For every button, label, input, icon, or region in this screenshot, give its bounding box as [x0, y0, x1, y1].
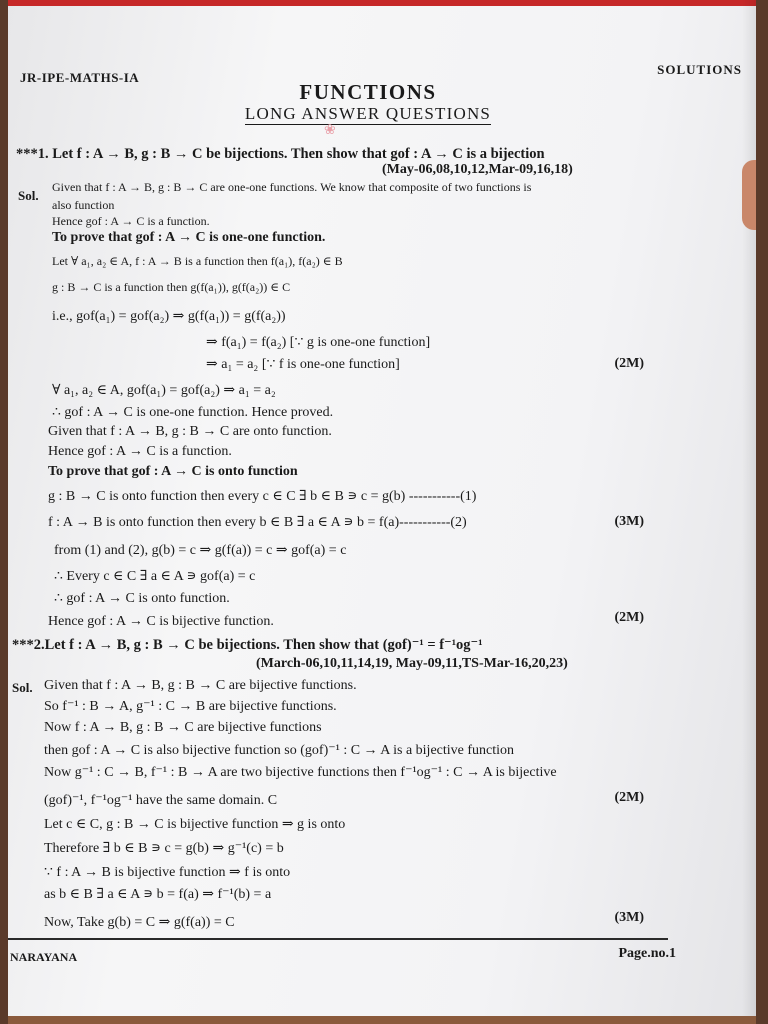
q1-line: Hence gof : A → C is a function.: [48, 444, 232, 459]
q2-line: Let c ∈ C, g : B → C is bijective function ⇒ g is onto: [44, 817, 346, 832]
q1-line: from (1) and (2), g(b) = c ⇒ g(f(a)) = c ⇒ gof(a) = c: [54, 543, 347, 558]
document-page: [8, 0, 756, 1024]
footer-left: NARAYANA: [10, 950, 78, 964]
q1-mark: (2M): [614, 610, 644, 625]
header-left: JR-IPE-MATHS-IA: [20, 70, 140, 85]
q1-line: Hence gof : A → C is a function.: [52, 214, 210, 228]
q1-line: To prove that gof : A → C is onto function: [48, 464, 298, 479]
q1-line: ∴ gof : A → C is one-one function. Hence proved.: [52, 405, 334, 420]
q1-line: f : A → B is onto function then every b ∈ B ∃ a ∈ A ∍ b = f(a)-----------(2): [48, 515, 467, 530]
q2-question: ***2.Let f : A → B, g : B → C be bijections. Then show that (gof)⁻¹ = f⁻¹og⁻¹: [12, 637, 483, 653]
q1-line: ∀ a₁, a₂ ∈ A, gof(a₁) = gof(a₂) ⇒ a₁ = a₂: [52, 383, 276, 398]
q1-question: ***1. Let f : A → B, g : B → C be bijections. Then show that gof : A → C is a bijection: [16, 146, 545, 162]
q1-line: ⇒ f(a₁) = f(a₂) [∵ g is one-one function]: [206, 335, 431, 350]
q1-line: Given that f : A → B, g : B → C are one-one functions. We know that composite of two functions is: [52, 180, 532, 194]
q2-sol-label: Sol.: [12, 680, 33, 695]
q1-line: Given that f : A → B, g : B → C are onto function.: [48, 424, 332, 439]
q1-line: g : B → C is a function then g(f(a₁)), g(f(a₂)) ∈ C: [52, 280, 291, 294]
q1-sol-label: Sol.: [18, 188, 39, 203]
page-subtitle: LONG ANSWER QUESTIONS: [244, 104, 492, 123]
page-edge-shadow: [742, 0, 756, 1024]
q1-line: To prove that gof : A → C is one-one function.: [52, 230, 326, 245]
q1-line: Let ∀ a₁, a₂ ∈ A, f : A → B is a function then f(a₁), f(a₂) ∈ B: [52, 254, 343, 268]
q2-line: Now, Take g(b) = C ⇒ g(f(a)) = C: [44, 915, 235, 930]
q2-mark: (2M): [614, 790, 644, 805]
q1-mark: (2M): [614, 356, 644, 371]
q1-line: also function: [52, 198, 115, 212]
q1-line: g : B → C is onto function then every c ∈ C ∃ b ∈ B ∍ c = g(b) -----------(1): [48, 489, 477, 504]
q2-line: Now g⁻¹ : C → B, f⁻¹ : B → A are two bijective functions then f⁻¹og⁻¹ : C → A is bijective: [44, 765, 557, 780]
bottom-edge: [8, 1016, 756, 1024]
q1-line: ⇒ a₁ = a₂ [∵ f is one-one function]: [206, 357, 400, 372]
q2-refs: (March-06,10,11,14,19, May-09,11,TS-Mar-16,20,23): [256, 656, 568, 671]
page-title: FUNCTIONS: [299, 80, 437, 104]
q2-line: So f⁻¹ : B → A, g⁻¹ : C → B are bijective functions.: [44, 699, 337, 714]
q1-mark: (3M): [614, 514, 644, 529]
q1-refs: (May-06,08,10,12,Mar-09,16,18): [382, 162, 573, 177]
header-right: SOLUTIONS: [657, 62, 742, 77]
finger-shadow: [742, 160, 756, 230]
q1-line: Hence gof : A → C is bijective function.: [48, 614, 274, 629]
q2-line: Given that f : A → B, g : B → C are bijective functions.: [44, 678, 357, 693]
footer-rule: [8, 938, 668, 940]
q2-mark: (3M): [614, 910, 644, 925]
q1-line: i.e., gof(a₁) = gof(a₂) ⇒ g(f(a₁)) = g(f(a₂)): [52, 309, 286, 324]
watermark-icon: ❀: [324, 123, 336, 138]
q2-line: (gof)⁻¹, f⁻¹og⁻¹ have the same domain. C: [44, 793, 278, 808]
q2-line: ∵ f : A → B is bijective function ⇒ f is onto: [44, 865, 291, 880]
q1-line: ∴ Every c ∈ C ∃ a ∈ A ∍ gof(a) = c: [54, 569, 256, 584]
q2-line: Now f : A → B, g : B → C are bijective functions: [44, 720, 322, 735]
q1-line: ∴ gof : A → C is onto function.: [54, 591, 230, 606]
q2-line: then gof : A → C is also bijective function so (gof)⁻¹ : C → A is a bijective function: [44, 743, 515, 758]
page-number: Page.no.1: [618, 946, 676, 961]
q2-line: as b ∈ B ∃ a ∈ A ∍ b = f(a) ⇒ f⁻¹(b) = a: [44, 887, 272, 902]
q2-line: Therefore ∃ b ∈ B ∍ c = g(b) ⇒ g⁻¹(c) = b: [44, 841, 284, 856]
top-edge: [8, 0, 756, 6]
